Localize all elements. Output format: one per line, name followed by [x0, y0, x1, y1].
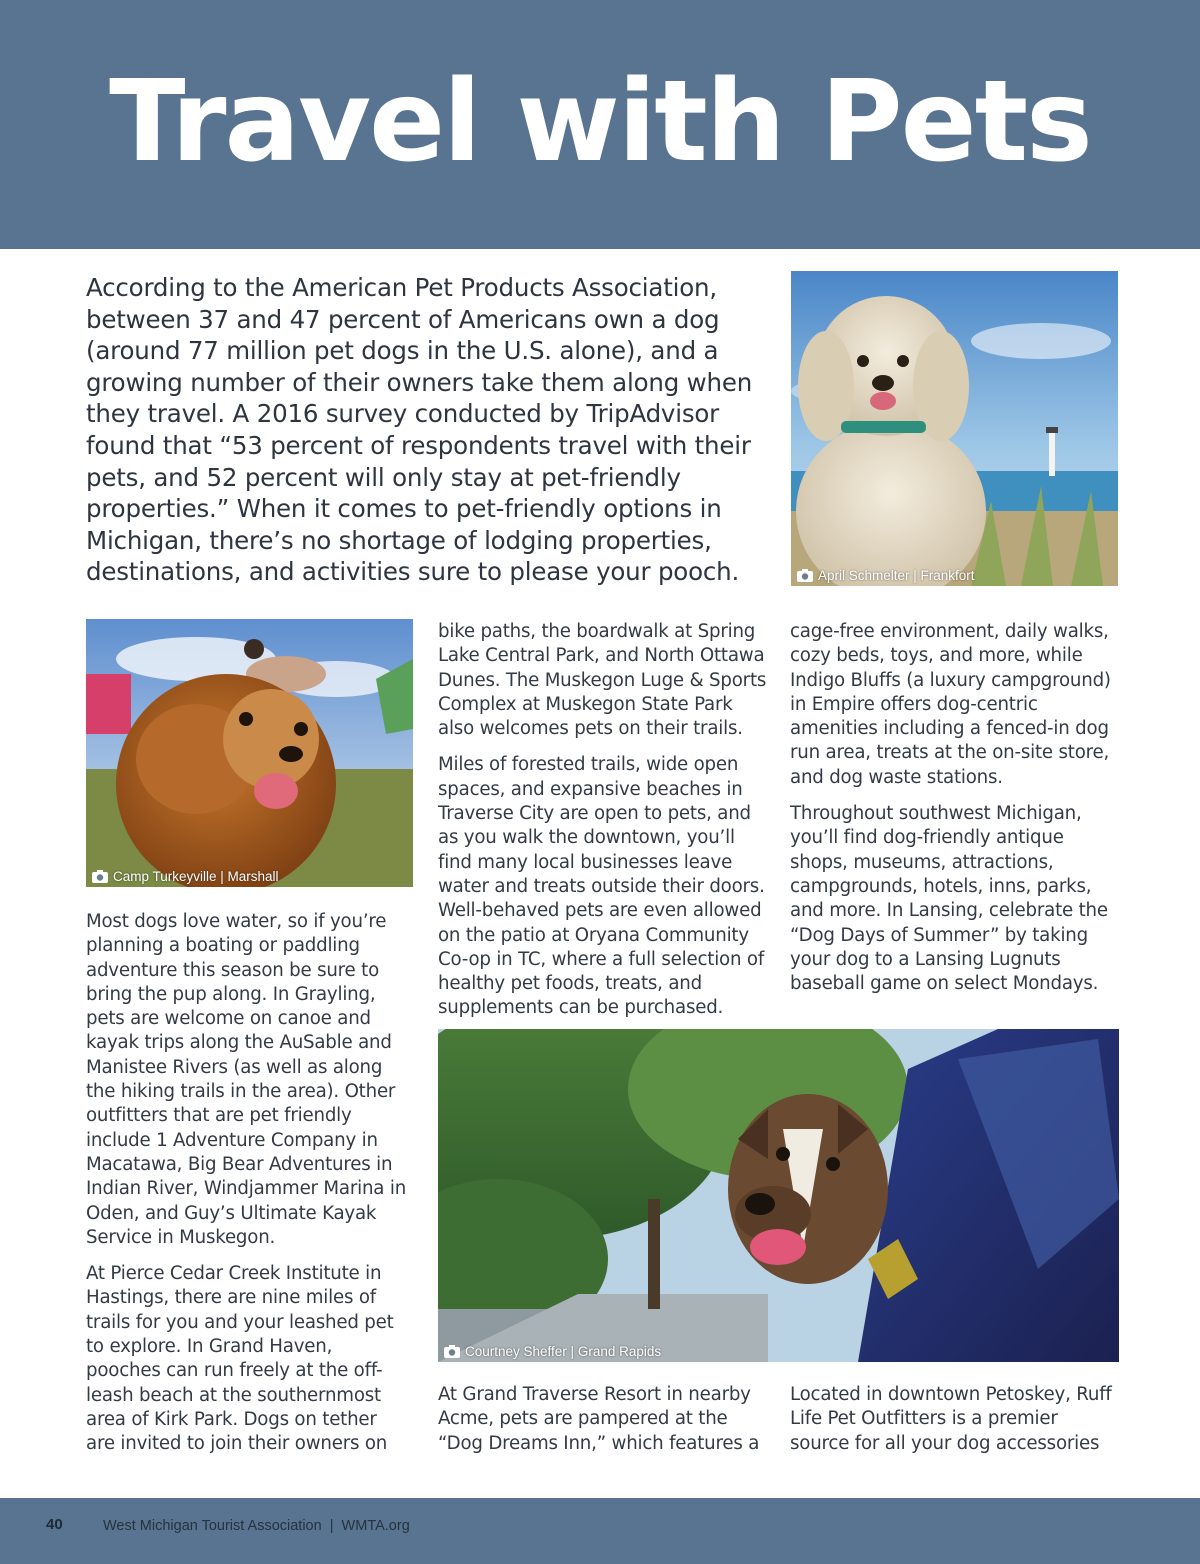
pomeranian-caption-text: Camp Turkeyville | Marshall — [113, 869, 279, 884]
column-3-text — [790, 620, 1120, 1008]
title-banner — [0, 0, 1200, 249]
poodle-illustration — [791, 271, 1118, 586]
poodle-photo — [791, 271, 1118, 586]
poodle-caption-text: April Schmelter | Frankfort — [818, 568, 975, 583]
paragraph-water: Most dogs love water, so if you’re planning a boating or paddling adventure this season be sure to bring the pup along. In Grayling, pets are welcome on canoe and kayak trips along the AuSable and Manistee Rivers (as well as along the hiking trails in the area). Other outfitters that are pet friendly include 1 Adventure Company in Macatawa, Big Bear Adventures in Indian River, Windjammer Marina in Oden, and Guy’s Ultimate Kayak Service in Muskegon. — [86, 911, 407, 1248]
car-dog-illustration — [438, 1029, 1119, 1362]
camera-icon — [92, 870, 108, 883]
paragraph-southwest-michigan: Throughout southwest Michigan, you’ll find dog-friendly antique shops, museums, attractions, campgrounds, hotels, inns, parks, and more. In Lansing, celebrate the “Dog Days of Summer” by taking your dog to a Lansing Lugnuts baseball game on select Mondays. — [790, 803, 1108, 995]
footer-publisher: West Michigan Tourist Association | WMTA.org — [103, 1518, 410, 1534]
page-title: Travel with Pets — [109, 57, 1091, 187]
page-footer — [0, 1498, 1200, 1564]
column-3-bottom-text — [790, 1383, 1120, 1468]
car-dog-caption — [444, 1344, 661, 1359]
car-dog-caption-text: Courtney Sheffer | Grand Rapids — [465, 1344, 662, 1359]
paragraph-pierce-cedar: At Pierce Cedar Creek Institute in Hastings, there are nine miles of trails for you and your leashed pet to explore. In Grand Haven, pooches can run freely at the off-leash beach at the southernmost area of Kirk Park. Dogs on tether are invited to join their owners on — [86, 1263, 394, 1455]
paragraph-petoskey: Located in downtown Petoskey, Ruff Life Pet Outfitters is a premier source for all your dog accessories — [790, 1384, 1112, 1454]
column-1-text — [86, 910, 406, 1469]
pomeranian-illustration — [86, 619, 413, 887]
column-2-text — [438, 620, 774, 1033]
intro-paragraph: According to the American Pet Products Association, between 37 and 47 percent of Americans own a dog (around 77 million pet dogs in the U.S. alone), and a growing number of their owners take them along when they travel. A 2016 survey conducted by TripAdvisor found that “53 percent of respondents travel with their pets, and 52 percent will only stay at pet-friendly properties.” When it comes to pet-friendly options in Michigan, there’s no shortage of lodging properties, destinations, and activities sure to please your pooch. — [86, 273, 753, 587]
paragraph-traverse-city: Miles of forested trails, wide open spaces, and expansive beaches in Traverse City are open to pets, and as you walk the downtown, you’ll find many local businesses leave water and treats outside their doors. Well-behaved pets are even allowed on the patio at Oryana Community Co-op in TC, where a full selection of healthy pet foods, treats, and supplements can be purchased. — [438, 754, 765, 1019]
car-dog-photo — [438, 1029, 1119, 1362]
column-2-bottom-text — [438, 1383, 774, 1468]
paragraph-grand-traverse: At Grand Traverse Resort in nearby Acme, pets are pampered at the “Dog Dreams Inn,” which features a — [438, 1384, 760, 1454]
pomeranian-caption — [92, 869, 279, 884]
camera-icon — [797, 569, 813, 582]
poodle-caption — [797, 568, 975, 583]
paragraph-bike-paths: bike paths, the boardwalk at Spring Lake Central Park, and North Ottawa Dunes. The Muskegon Luge & Sports Complex at Muskegon State Park also welcomes pets on their trails. — [438, 621, 767, 740]
page-number: 40 — [46, 1516, 63, 1533]
pomeranian-photo — [86, 619, 413, 887]
camera-icon — [444, 1345, 460, 1358]
paragraph-cage-free: cage-free environment, daily walks, cozy beds, toys, and more, while Indigo Bluffs (a luxury campground) in Empire offers dog-centric amenities including a fenced-in dog run area, treats at the on-site store, and dog waste stations. — [790, 621, 1111, 788]
